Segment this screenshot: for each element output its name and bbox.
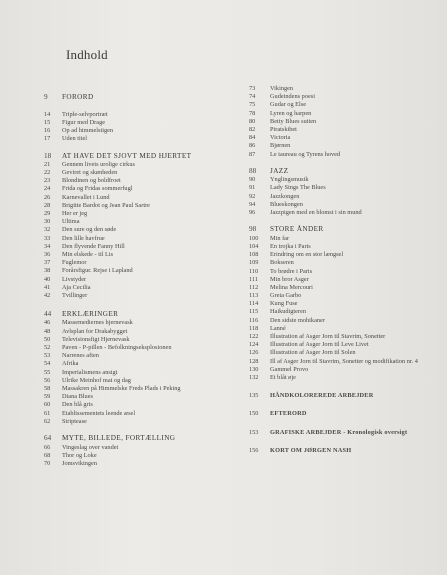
toc-entry	[249, 209, 441, 217]
toc-entry	[44, 336, 244, 344]
toc-page-number: 61	[44, 409, 51, 417]
toc-entry	[249, 333, 441, 341]
toc-entry-title: Fuglemor	[62, 259, 87, 267]
toc-entry	[44, 344, 244, 352]
toc-page-number: 24	[44, 185, 51, 193]
toc-entry-title: En trojka i Paris	[270, 242, 311, 250]
toc-page-number: 108	[249, 251, 259, 259]
toc-section-heading	[249, 429, 441, 437]
toc-page-number: 84	[249, 134, 256, 142]
toc-entry-title: Den lille havfrue	[62, 234, 105, 242]
toc-page-number: 55	[44, 368, 51, 376]
toc-page-number: 110	[249, 267, 259, 275]
toc-entry-title: Bjørnen	[270, 142, 291, 150]
toc-entry	[249, 349, 441, 357]
toc-page-number: 59	[44, 393, 51, 401]
toc-page-number: 150	[249, 410, 259, 418]
toc-page-number: 115	[249, 308, 259, 316]
toc-page-number: 52	[44, 344, 51, 352]
toc-section-heading	[249, 225, 441, 234]
toc-page-number: 29	[44, 210, 51, 218]
toc-entry-title: Victoria	[270, 134, 291, 142]
toc-page-number: 124	[249, 341, 259, 349]
toc-page-number: 122	[249, 333, 259, 341]
toc-page-number: 58	[44, 384, 51, 392]
toc-page-number: 126	[249, 349, 259, 357]
toc-page-number: 87	[249, 150, 256, 158]
toc-entry	[44, 243, 244, 251]
toc-entry	[44, 267, 244, 275]
toc-entry	[44, 161, 244, 169]
toc-entry	[249, 93, 441, 101]
toc-entry-title: Min elskede - til Lis	[62, 250, 114, 258]
toc-entry	[44, 360, 244, 368]
toc-page-number: 18	[44, 151, 52, 160]
toc-entry-title: EFTERORD	[270, 410, 307, 418]
toc-entry-title: Her er jeg	[62, 210, 88, 218]
toc-entry	[249, 341, 441, 349]
toc-right-column	[249, 85, 441, 455]
toc-page-number: 88	[249, 166, 257, 175]
toc-entry-title: Vikingen	[270, 85, 294, 92]
toc-entry	[44, 452, 244, 460]
toc-entry-title: Etablissementets leende æsel	[62, 409, 136, 417]
toc-entry-title: Ulrike Meinhof mat og dag	[62, 376, 131, 384]
toc-entry-title: Den sure og den søde	[62, 226, 117, 234]
toc-entry-title: Bokseren	[270, 259, 294, 267]
toc-page-number: 113	[249, 292, 259, 300]
toc-page-number: 23	[44, 177, 51, 185]
toc-page-number: 37	[44, 259, 51, 267]
toc-section-heading	[44, 434, 244, 443]
toc-entry-title: Tvillinger	[62, 291, 88, 299]
toc-entry-title: Op ad himmelstigen	[62, 126, 114, 134]
toc-entry-title: Haikudigteren	[270, 308, 307, 316]
toc-entry-title: Gudeindens poesi	[270, 93, 315, 101]
toc-entry	[44, 319, 244, 327]
toc-entry	[249, 118, 441, 126]
toc-entry	[44, 202, 244, 210]
toc-page-number: 135	[249, 392, 259, 400]
toc-entry	[44, 410, 244, 418]
toc-page-number: 60	[44, 401, 51, 409]
toc-entry-title: Erindring om en stor længsel	[270, 251, 344, 259]
toc-entry-title: Ynglingsmusik	[270, 176, 309, 184]
toc-page-number: 128	[249, 357, 259, 365]
toc-entry-title: Den blå gris	[62, 401, 93, 409]
toc-entry-title: GRAFISKE ARBEJDER - Kronologisk oversigt	[270, 428, 408, 436]
toc-page-number: 109	[249, 259, 259, 267]
toc-page-number: 78	[249, 109, 256, 117]
toc-entry-title: Karnevallet i Lund	[62, 193, 110, 201]
toc-entry-title: Massakren på Himmelske Freds Plads i Peking	[62, 384, 181, 392]
toc-page-number: 32	[44, 226, 51, 234]
toc-entry-title: Melina Mercouri	[270, 283, 313, 291]
toc-entry	[44, 177, 244, 185]
toc-page-number: 40	[44, 275, 51, 283]
toc-entry-title: Thor og Loke	[62, 451, 97, 459]
toc-entry	[44, 210, 244, 218]
toc-entry	[249, 201, 441, 209]
toc-entry-title: Illustration af Asger Jorn til Leve Livet	[270, 341, 369, 349]
toc-page-number: 38	[44, 267, 51, 275]
toc-entry-title: Imperialismens ansigt	[62, 368, 118, 376]
toc-section-heading	[44, 93, 244, 102]
toc-entry-title: Illustration af Asger Jorn til Stavrim, Sonetter	[270, 333, 386, 341]
toc-page-number: 62	[44, 417, 51, 425]
toc-entry-title: Ultima	[62, 218, 80, 226]
toc-entry	[249, 101, 441, 109]
toc-page-number: 42	[44, 291, 51, 299]
toc-entry-title: Blondinen og boldfroet	[62, 177, 121, 185]
toc-entry	[44, 235, 244, 243]
toc-entry	[249, 292, 441, 300]
toc-section-heading	[249, 410, 441, 418]
toc-page-number: 73	[249, 85, 256, 92]
toc-page-number: 33	[44, 234, 51, 242]
toc-spacer	[44, 426, 244, 434]
toc-entry-title: Figur med Drage	[62, 118, 106, 126]
toc-page-number: 44	[44, 310, 52, 319]
toc-section-heading	[249, 447, 441, 455]
toc-page-number: 30	[44, 218, 51, 226]
toc-entry-title: FORORD	[62, 93, 94, 101]
toc-page-number: 118	[249, 324, 259, 332]
toc-page-number: 86	[249, 142, 256, 150]
toc-entry-title: Avlsplan for Drakabygget	[62, 327, 128, 335]
toc-page-number: 68	[44, 451, 51, 459]
toc-entry-title: Televisionsfigt Hjernevask	[62, 335, 130, 343]
toc-section-heading	[44, 152, 244, 161]
toc-entry-title: Jazzkongen	[270, 192, 300, 200]
toc-spacer	[249, 400, 441, 410]
toc-entry	[249, 134, 441, 142]
toc-entry-title: JAZZ	[270, 166, 289, 175]
toc-spacer	[44, 102, 244, 110]
toc-page-number: 111	[249, 275, 258, 283]
toc-entry	[249, 110, 441, 118]
toc-entry	[249, 308, 441, 316]
toc-entry-title: Lanné	[270, 324, 286, 332]
toc-entry	[44, 352, 244, 360]
toc-page-number: 15	[44, 118, 51, 126]
toc-entry-title: Uden titel	[62, 135, 88, 143]
toc-entry	[249, 184, 441, 192]
toc-entry	[249, 151, 441, 159]
toc-page-number: 21	[44, 160, 51, 168]
toc-entry	[44, 127, 244, 135]
toc-page-number: 75	[249, 101, 256, 109]
toc-entry	[249, 85, 441, 93]
toc-entry-title: Aja Cecilia	[62, 283, 91, 291]
toc-page-number: 94	[249, 200, 256, 208]
toc-entry	[44, 111, 244, 119]
toc-page-number: 46	[44, 319, 51, 327]
toc-entry	[44, 135, 244, 143]
page-title: Indhold	[66, 47, 108, 62]
toc-left-column	[44, 93, 244, 468]
toc-entry	[44, 401, 244, 409]
toc-entry-title: Brigitte Bardot og Jean Paul Sartre	[62, 201, 150, 209]
toc-entry	[44, 377, 244, 385]
toc-entry	[44, 369, 244, 377]
toc-entry	[249, 276, 441, 284]
toc-entry-title: Gammel Provo	[270, 365, 309, 373]
toc-entry	[249, 259, 441, 267]
toc-spacer	[249, 159, 441, 167]
toc-entry	[249, 358, 441, 366]
toc-entry-title: Et blåt øje	[270, 373, 296, 381]
toc-entry	[44, 444, 244, 452]
toc-page-number: 26	[44, 193, 51, 201]
toc-entry-title: To brødre i Paris	[270, 267, 313, 275]
toc-spacer	[249, 437, 441, 447]
toc-page-number: 98	[249, 225, 257, 234]
toc-page-number: 54	[44, 360, 51, 368]
toc-entry	[44, 119, 244, 127]
toc-entry-title: Triple-selvportræt	[62, 110, 108, 118]
toc-section-heading	[249, 167, 441, 176]
toc-entry	[44, 251, 244, 259]
toc-entry-title: Den flyvende Fanny Hill	[62, 242, 125, 250]
toc-entry-title: Piratskibet	[270, 125, 297, 133]
toc-page-number: 9	[44, 93, 48, 101]
toc-page-number: 56	[44, 376, 51, 384]
toc-page-number: 41	[44, 283, 51, 291]
toc-entry-title: HÅNDKOLOREREDE ARBEJDER	[270, 392, 374, 400]
toc-page-number: 92	[249, 192, 256, 200]
toc-entry	[249, 235, 441, 243]
toc-entry	[44, 393, 244, 401]
toc-entry	[44, 276, 244, 284]
toc-entry	[249, 126, 441, 134]
toc-entry-title: Narrenes aften	[62, 352, 99, 360]
toc-entry-title: Vingeslag over vandet	[62, 443, 119, 451]
toc-page-number: 70	[44, 459, 51, 467]
toc-page-number: 14	[44, 110, 51, 118]
toc-page-number: 28	[44, 201, 51, 209]
toc-section-heading	[44, 310, 244, 319]
toc-page-number: 156	[249, 446, 259, 454]
toc-entry	[44, 292, 244, 300]
toc-entry	[44, 226, 244, 234]
toc-page-number: 74	[249, 93, 256, 101]
toc-entry	[44, 460, 244, 468]
toc-spacer	[44, 143, 244, 151]
toc-entry-title: Geviret og skønheden	[62, 169, 118, 177]
toc-entry-title: Afrika	[62, 360, 79, 368]
toc-page-number: 132	[249, 373, 259, 381]
toc-entry	[249, 374, 441, 382]
toc-page-number: 50	[44, 335, 51, 343]
toc-spacer	[249, 382, 441, 392]
toc-entry	[44, 185, 244, 193]
toc-entry	[249, 268, 441, 276]
toc-entry-title: Min far	[270, 234, 290, 242]
toc-page-number: 153	[249, 428, 259, 436]
toc-entry-title: ERKLÆRINGER	[62, 310, 119, 319]
toc-entry	[249, 251, 441, 259]
toc-page-number: 80	[249, 117, 256, 125]
toc-entry	[44, 259, 244, 267]
toc-entry-title: Paven - P-pillen - Befolkningseksplosionen	[62, 344, 172, 352]
toc-page-number: 130	[249, 365, 259, 373]
toc-entry	[44, 284, 244, 292]
toc-page-number: 90	[249, 176, 256, 184]
toc-section-heading	[249, 392, 441, 400]
toc-entry-title: Betty Blues suiten	[270, 117, 317, 125]
toc-entry-title: Lady Sings The Blues	[270, 184, 326, 192]
toc-entry-title: Massemediernes hjernevask	[62, 319, 133, 327]
toc-entry	[249, 325, 441, 333]
toc-entry	[249, 300, 441, 308]
toc-entry	[44, 418, 244, 426]
toc-entry-title: Jazzpigen med en blomst i sin mund	[270, 209, 362, 217]
toc-page-number: 114	[249, 300, 259, 308]
toc-entry-title: Forårsfigur. Rejse i Lapland	[62, 267, 133, 275]
toc-entry-title: Ill af Asger Jorn til Stavrim, Sonetter og modifikation nr. 4	[270, 357, 418, 365]
toc-entry-title: STORE ÅNDER	[270, 225, 324, 234]
toc-entry	[249, 176, 441, 184]
toc-entry-title: Jomsvikingen	[62, 459, 97, 467]
toc-entry-title: Gennem livets urolige cirkus	[62, 160, 135, 168]
toc-entry	[249, 317, 441, 325]
toc-page-number: 96	[249, 209, 256, 217]
toc-page-number: 66	[44, 443, 51, 451]
toc-page-number: 48	[44, 327, 51, 335]
toc-page-number: 34	[44, 242, 51, 250]
toc-entry-title: KORT OM JØRGEN NASH	[270, 446, 352, 454]
toc-entry-title: Lyren og harpen	[270, 109, 312, 117]
toc-entry	[44, 169, 244, 177]
toc-page-number: 16	[44, 126, 51, 134]
toc-entry-title: AT HAVE DET SJOVT MED HJERTET	[62, 151, 192, 160]
toc-page-number: 116	[249, 316, 259, 324]
toc-page-number: 64	[44, 434, 52, 443]
toc-entry-title: Gudar og Else	[270, 101, 307, 109]
toc-page-number: 104	[249, 242, 259, 250]
toc-entry	[249, 366, 441, 374]
toc-entry	[249, 142, 441, 150]
toc-entry-title: Blueskongen	[270, 200, 303, 208]
toc-entry-title: Livstyder	[62, 275, 87, 283]
toc-page-number: 112	[249, 283, 259, 291]
toc-entry	[44, 218, 244, 226]
toc-entry-title: Min bror Asger	[270, 275, 309, 283]
toc-page-number: 100	[249, 234, 259, 242]
toc-page-number: 53	[44, 352, 51, 360]
toc-entry	[249, 284, 441, 292]
toc-entry-title: MYTE, BILLEDE, FORTÆLLING	[62, 434, 176, 443]
toc-page-number: 91	[249, 184, 256, 192]
toc-entry-title: Diana Blues	[62, 393, 93, 401]
toc-entry-title: Frida og Fridas sommerfugl	[62, 185, 133, 193]
toc-page-number: 22	[44, 169, 51, 177]
toc-entry	[249, 193, 441, 201]
toc-entry-title: Kung Fuse	[270, 300, 298, 308]
toc-page-number: 36	[44, 250, 51, 258]
toc-page-number: 17	[44, 135, 51, 143]
toc-spacer	[44, 300, 244, 310]
toc-entry-title: Illustration af Asger Jorn til Solen	[270, 349, 356, 357]
toc-page-number: 82	[249, 125, 256, 133]
toc-spacer	[249, 419, 441, 429]
toc-entry-title: Greta Garbo	[270, 292, 302, 300]
toc-entry	[44, 385, 244, 393]
toc-entry	[44, 328, 244, 336]
toc-entry-title: Striptease	[62, 417, 87, 425]
toc-entry	[249, 243, 441, 251]
toc-entry-title: Le taureau og Tyrens hoved	[270, 150, 341, 158]
toc-entry	[44, 194, 244, 202]
toc-entry-title: Den sidste mohikaner	[270, 316, 325, 324]
